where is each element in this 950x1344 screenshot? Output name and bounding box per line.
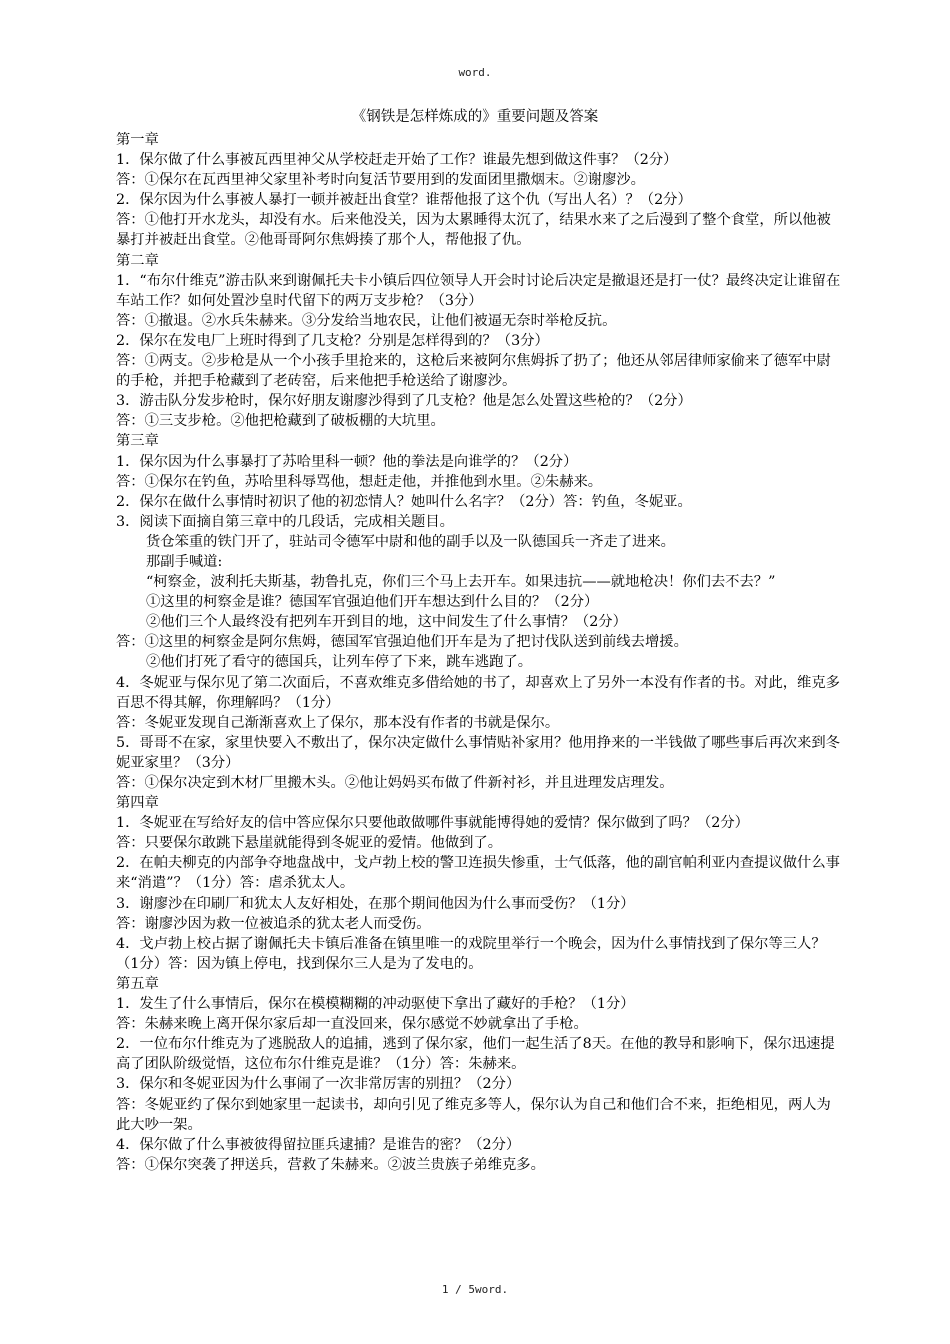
chapter-heading: 第五章 — [116, 975, 159, 992]
text-line: 2．保尔因为什么事被人暴打一顿并被赶出食堂？谁帮他报了这个仇（写出人名）？（2分） — [116, 192, 692, 209]
document-body — [116, 130, 843, 1175]
text-line: 答：谢廖沙因为救一位被追杀的犹太老人而受伤。 — [116, 915, 431, 932]
text-line: 答：①他打开水龙头，却没有水。后来他没关，因为太累睡得太沉了，结果水来了之后漫到了整个食堂，所以他被暴打并被赶出食堂。②他哥哥阿尔焦姆揍了那个人，帮他报了仇。 — [116, 212, 831, 249]
page-header: word. — [458, 66, 492, 79]
text-line: 答：冬妮亚发现自己渐渐喜欢上了保尔，那本没有作者的书就是保尔。 — [116, 714, 560, 731]
text-line: 2．在帕夫柳克的内部争夺地盘战中，戈卢勃上校的警卫连损失惨重，士气低落，他的副官帕利亚内查提议做什么事来“消遣”？（1分）答：虐杀犹太人。 — [116, 855, 840, 892]
text-line: “柯察金，波利托夫斯基，勃鲁扎克，你们三个马上去开车。如果违抗——就地枪决！你们去不去？” — [146, 574, 776, 591]
chapter-heading: 第一章 — [116, 132, 159, 148]
text-line: 4．冬妮亚与保尔见了第二次面后，不喜欢维克多借给她的书了，却喜欢上了另外一本没有作者的书。对此，维克多百思不得其解，你理解吗？（1分） — [116, 674, 840, 711]
text-line: 2．保尔在发电厂上班时得到了几支枪？分别是怎样得到的？（3分） — [116, 332, 549, 349]
text-line: 4．保尔做了什么事被彼得留拉匪兵逮捕？是谁告的密？（2分） — [116, 1136, 521, 1153]
text-line: ②他们三个人最终没有把列车开到目的地，这中间发生了什么事情？（2分） — [146, 614, 627, 631]
text-line: 1．冬妮亚在写给好友的信中答应保尔只要他敢做哪件事就能博得她的爱情？保尔做到了吗？（2分） — [116, 815, 749, 832]
text-line: 2．保尔在做什么事情时初识了他的初恋情人？她叫什么名字？（2分）答：钓鱼，冬妮亚。 — [116, 493, 692, 510]
text-line: 4．戈卢勃上校占据了谢佩托夫卡镇后准备在镇里唯一的戏院里举行一个晚会，因为什么事情找到了保尔等三人？（1分）答：因为镇上停电，找到保尔三人是为了发电的。 — [116, 935, 826, 972]
text-line: ①这里的柯察金是谁？德国军官强迫他们开车想达到什么目的？（2分） — [146, 594, 599, 611]
text-line: 2．一位布尔什维克为了逃脱敌人的追捕，逃到了保尔家，他们一起生活了8天。在他的教导和影响下，保尔迅速提高了团队阶级觉悟，这位布尔什维克是谁？（1分）答：朱赫来。 — [116, 1036, 835, 1073]
text-line: 3．阅读下面摘自第三章中的几段话，完成相关题目。 — [116, 513, 454, 530]
text-line: 答：①保尔在钓鱼，苏哈里科辱骂他，想赶走他，并推他到水里。②朱赫来。 — [116, 473, 603, 490]
text-line: 3．保尔和冬妮亚因为什么事闹了一次非常厉害的别扭？（2分） — [116, 1076, 521, 1093]
text-line: 答：①两支。②步枪是从一个小孩手里抢来的，这枪后来被阿尔焦姆拆了扔了；他还从邻居律师家偷来了德军中尉的手枪，并把手枪藏到了老砖窑，后来他把手枪送给了谢廖沙。 — [116, 353, 831, 390]
text-line: 5．哥哥不在家，家里快要入不敷出了，保尔决定做什么事情贴补家用？他用挣来的一半钱做了哪些事后再次来到冬妮亚家里？（3分） — [116, 734, 840, 771]
chapter-heading: 第二章 — [116, 252, 159, 269]
text-line: 那副手喊道: — [146, 553, 223, 570]
text-line: 3．游击队分发步枪时，保尔好朋友谢廖沙得到了几支枪？他是怎么处置这些枪的？（2分） — [116, 393, 692, 410]
text-line: 答：①撤退。②水兵朱赫来。③分发给当地农民，让他们被逼无奈时举枪反抗。 — [116, 312, 617, 329]
text-line: 答：①保尔在瓦西里神父家里补考时向复活节要用到的发面团里撒烟末。②谢廖沙。 — [116, 172, 645, 189]
text-line: 答：①三支步枪。②他把枪藏到了破板棚的大坑里。 — [116, 413, 445, 430]
text-line: 1．保尔做了什么事被瓦西里神父从学校赶走开始了工作？谁最先想到做这件事？（2分） — [116, 152, 678, 169]
text-line: 1．发生了什么事情后，保尔在模模糊糊的冲动驱使下拿出了藏好的手枪？（1分） — [116, 996, 635, 1013]
text-line: 1．保尔因为什么事暴打了苏哈里科一顿？他的拳法是向谁学的？（2分） — [116, 453, 578, 470]
page-footer: 1 / 5word. — [441, 1283, 509, 1296]
chapter-heading: 第三章 — [116, 433, 159, 450]
document-title: 《钢铁是怎样炼成的》重要问题及答案 — [351, 109, 599, 125]
text-line: 答：只要保尔敢跳下悬崖就能得到冬妮亚的爱情。他做到了。 — [116, 835, 503, 852]
text-line: 答：①这里的柯察金是阿尔焦姆，德国军官强迫他们开车是为了把讨伐队送到前线去增援。 — [116, 634, 688, 651]
text-line: 货仓笨重的铁门开了，驻站司令德军中尉和他的副手以及一队德国兵一齐走了进来。 — [146, 533, 675, 550]
text-line: 答：①保尔突袭了押送兵，营救了朱赫来。②波兰贵族子弟维克多。 — [116, 1156, 545, 1173]
text-line: 答：①保尔决定到木材厂里搬木头。②他让妈妈买布做了件新衬衫，并且进理发店理发。 — [116, 775, 674, 791]
text-line: 1．“布尔什维克”游击队来到谢佩托夫卡小镇后四位领导人开会时讨论后决定是撤退还是打一仗？最终决定让谁留在车站工作？如何处置沙皇时代留下的两万支步枪？（3分） — [116, 272, 841, 309]
chapter-heading: 第四章 — [116, 795, 159, 812]
text-line: 答：冬妮亚约了保尔到她家里一起读书，却向引见了维克多等人，保尔认为自己和他们合不来，拒绝相见，两人为此大吵一架。 — [116, 1096, 831, 1133]
text-line: ②他们打死了看守的德国兵，让列车停了下来，跳车逃跑了。 — [146, 654, 533, 671]
text-line: 答：朱赫来晚上离开保尔家后却一直没回来，保尔感觉不妙就拿出了手枪。 — [116, 1016, 588, 1033]
text-line: 3．谢廖沙在印刷厂和犹太人友好相处，在那个期间他因为什么事而受伤？（1分） — [116, 895, 635, 912]
